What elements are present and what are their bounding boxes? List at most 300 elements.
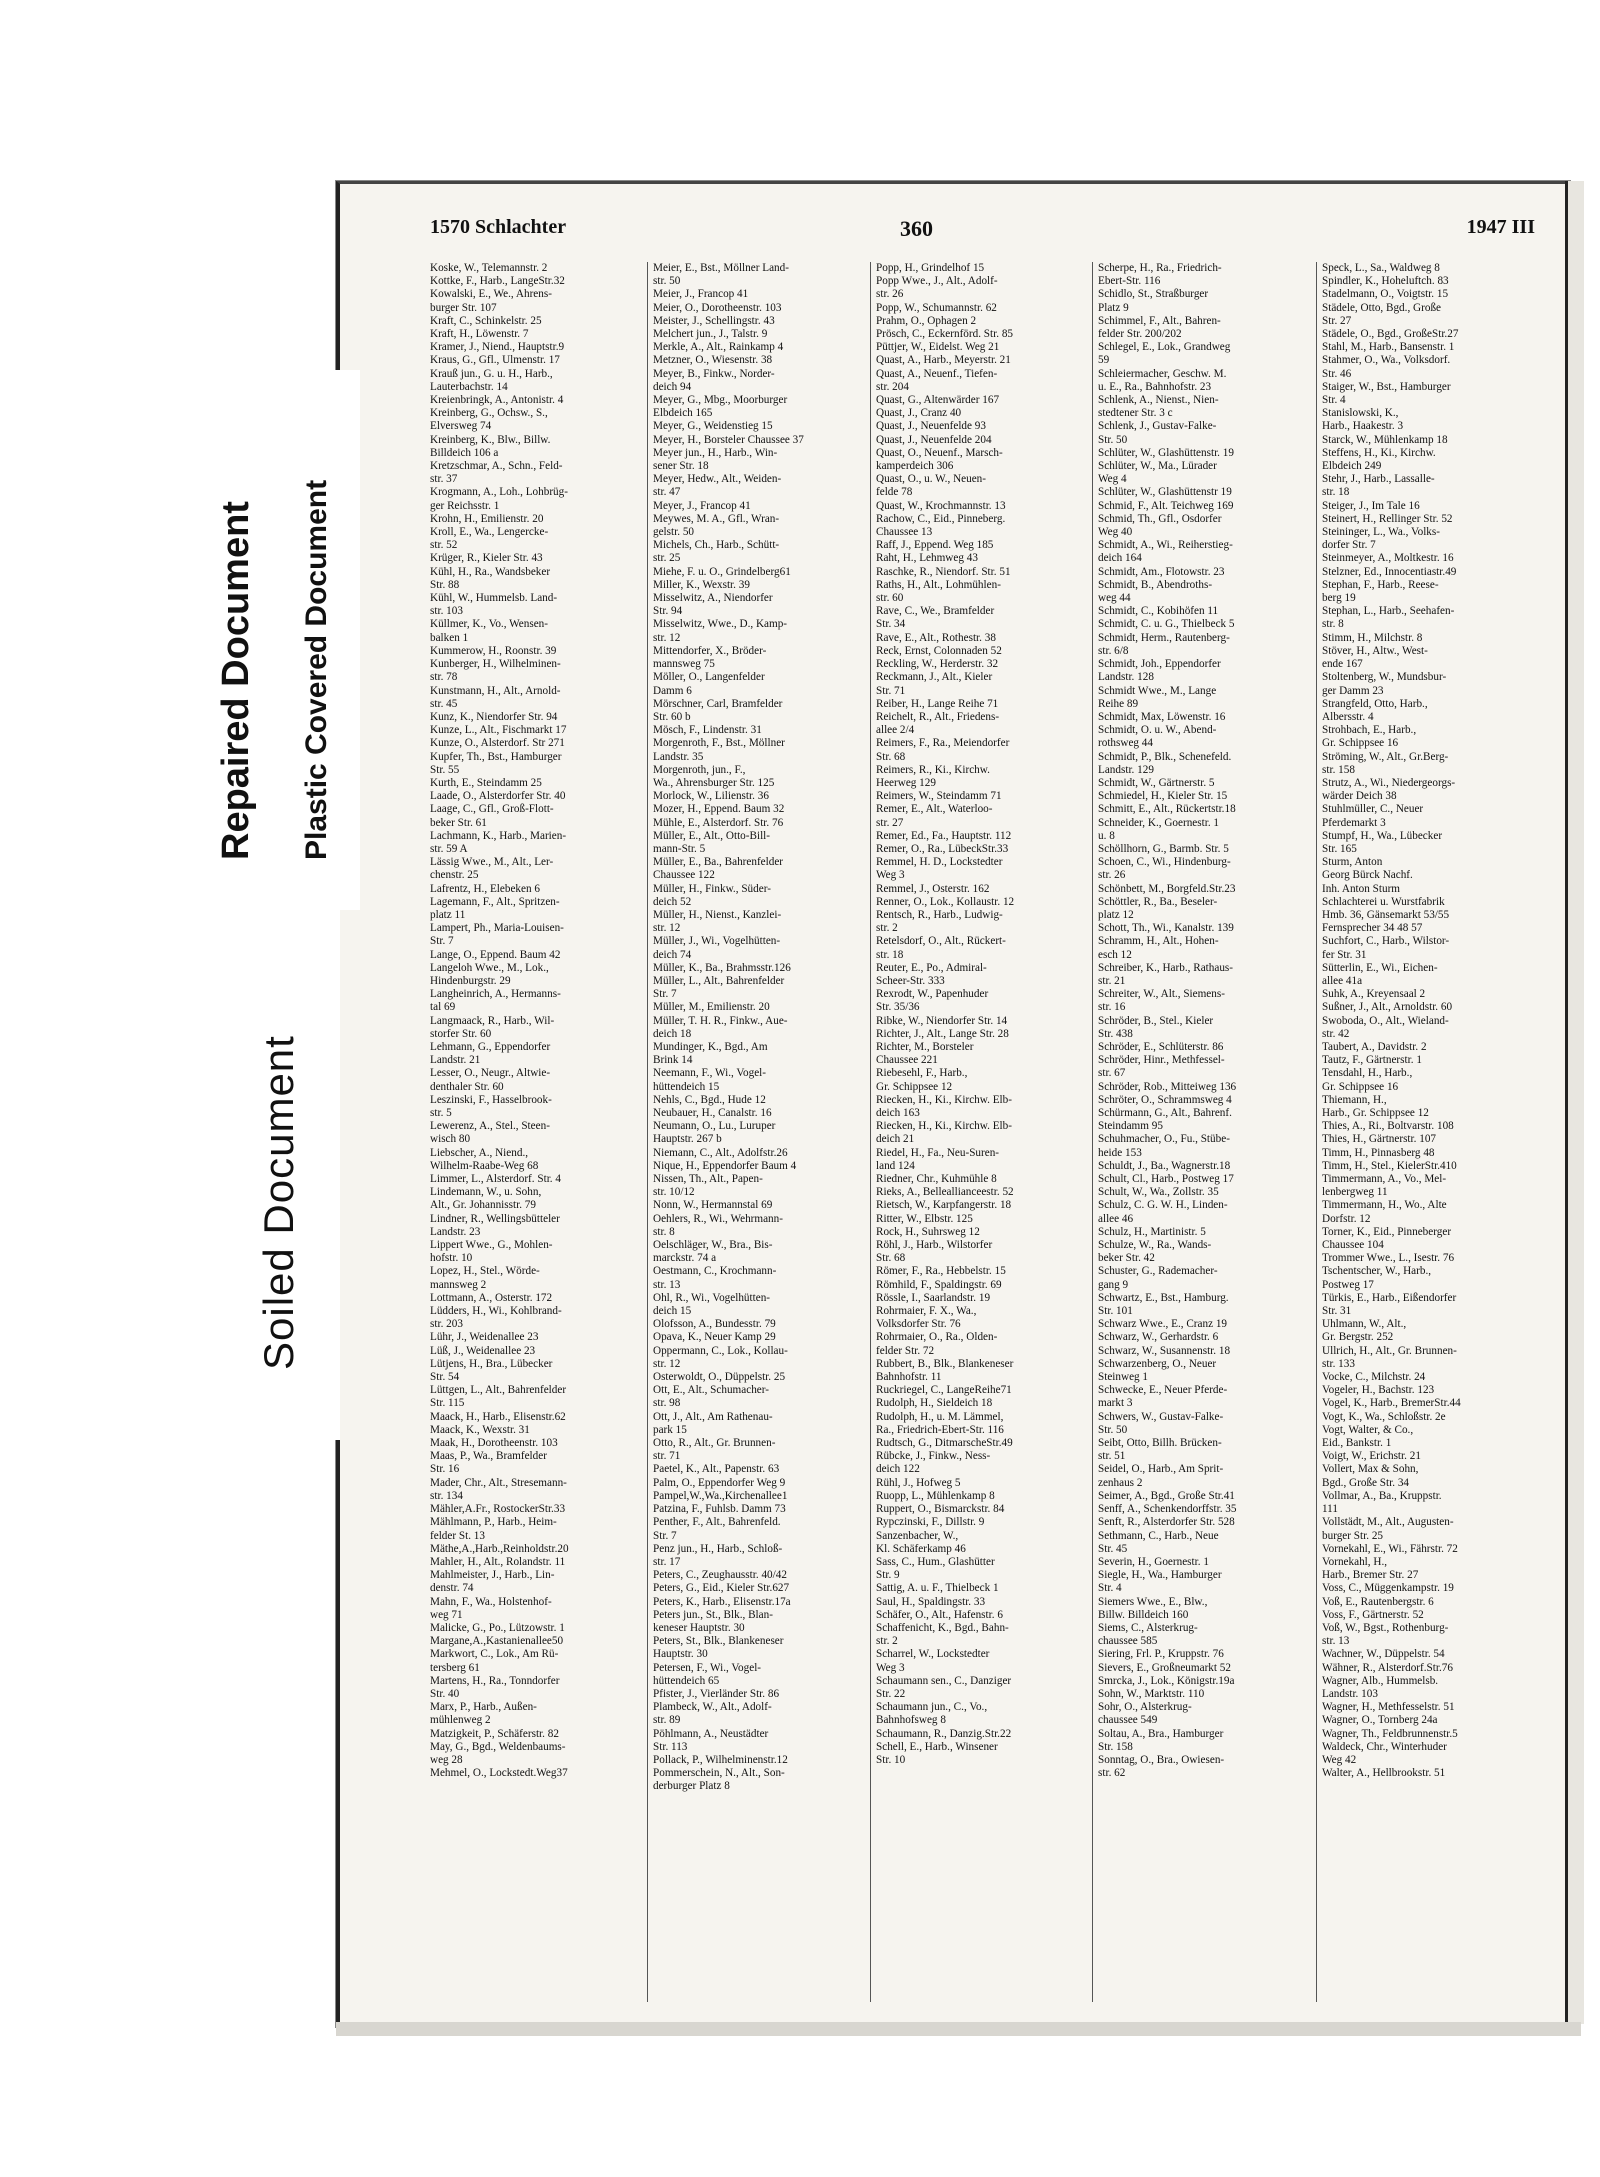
directory-entry-line: Severin, H., Goernestr. 1 [1098, 1555, 1209, 1568]
directory-entry-line: Schmidt, W., Gärtnerstr. 5 [1098, 776, 1215, 789]
directory-entry-line: Ruopp, L., Mühlenkamp 8 [876, 1489, 995, 1502]
directory-entry-line: Schmid, Th., Gfl., Osdorfer [1098, 512, 1222, 525]
directory-entry-line: Thiemann, H., [1322, 1093, 1387, 1106]
directory-entry-line: Städele, Otto, Bgd., Große [1322, 301, 1442, 314]
directory-entry-line: str. 62 [1098, 1767, 1126, 1780]
directory-entry-line: Kühl, H., Ra., Wandsbeker [430, 565, 551, 578]
directory-entry-line: Miehe, F. u. O., Grindelberg61 [653, 565, 791, 578]
directory-entry-line: Peters, K., Harb., Elisenstr.17a [653, 1595, 791, 1608]
directory-entry-line: Landstr. 21 [430, 1054, 481, 1067]
directory-entry-line: Reichelt, R., Alt., Friedens- [876, 710, 1000, 723]
directory-entry-line: Schmidt, B., Abendroths- [1098, 578, 1213, 591]
directory-entry-line: u. E., Ra., Bahnhofstr. 23 [1098, 380, 1212, 393]
directory-entry-line: Str. 101 [1098, 1305, 1133, 1318]
directory-entry-line: Misselwitz, A., Niendorfer [653, 592, 773, 605]
directory-entry-line: Hauptstr. 30 [653, 1648, 708, 1661]
directory-entry-line: Martens, H., Ra., Tonndorfer [430, 1674, 560, 1687]
directory-entry-line: Wähner, R., Alsterdorf.Str.76 [1322, 1661, 1453, 1674]
directory-entry-line: str. 67 [1098, 1067, 1126, 1080]
directory-entry-line: Mahn, F., Wa., Holstenhof- [430, 1595, 552, 1608]
directory-entry-line: felder Str. 72 [876, 1344, 935, 1357]
directory-entry-line: mühlenweg 2 [430, 1714, 491, 1727]
directory-entry-line: Brink 14 [653, 1054, 693, 1067]
directory-entry-line: Voss, F., Gärtnerstr. 52 [1322, 1608, 1424, 1621]
directory-entry-line: Nehls, C., Bgd., Hude 12 [653, 1093, 766, 1106]
directory-entry-line: Meier, J., Francop 41 [653, 288, 749, 301]
directory-entry-line: Spindler, K., Hoheluftch. 83 [1322, 275, 1449, 288]
directory-entry-line: Bahnhofstr. 11 [876, 1371, 942, 1384]
directory-entry-line: Stuhlmüller, C., Neuer [1322, 803, 1424, 816]
directory-entry-line: stedtener Str. 3 c [1098, 407, 1173, 420]
directory-entry-line: Schmidt, O. u. W., Abend- [1098, 724, 1217, 737]
directory-entry-line: str. 158 [1322, 763, 1355, 776]
directory-entry-line: Stephan, F., Harb., Reese- [1322, 578, 1439, 591]
directory-entry-line: Hindenburgstr. 29 [430, 974, 511, 987]
directory-entry-line: u. 8 [1098, 829, 1115, 842]
directory-entry-line: Str. 46 [1322, 367, 1352, 380]
directory-entry-line: balken 1 [430, 631, 469, 644]
directory-entry-line: hofstr. 10 [430, 1252, 473, 1265]
directory-entry-line: Remer, Ed., Fa., Hauptstr. 112 [876, 829, 1012, 842]
directory-entry-line: Hmb. 36, Gänsemarkt 53/55 [1322, 908, 1450, 921]
directory-entry-line: Alt., Gr. Johannisstr. 79 [430, 1199, 536, 1212]
directory-entry-line: Schwarz, W., Susannenstr. 18 [1098, 1344, 1231, 1357]
directory-entry-line: wisch 80 [430, 1133, 471, 1146]
directory-entry-line: Taubert, A., Davidstr. 2 [1322, 1040, 1427, 1053]
column-divider [1092, 262, 1093, 2002]
directory-entry-line: Str. 438 [1098, 1027, 1133, 1040]
directory-entry-line: Siemers Wwe., E., Blw., [1098, 1595, 1208, 1608]
directory-entry-line: deich 94 [653, 380, 692, 393]
directory-entry-line: Mäthe,A.,Harb.,Reinholdstr.20 [430, 1542, 569, 1555]
directory-entry-line: Liebscher, A., Niend., [430, 1146, 529, 1159]
directory-entry-line: str. 16 [1098, 1001, 1126, 1014]
directory-entry-line: Neemann, F., Wi., Vogel- [653, 1067, 767, 1080]
directory-entry-line: Peters, G., Eid., Kieler Str.627 [653, 1582, 790, 1595]
directory-entry-line: Seimer, A., Bgd., Große Str.41 [1098, 1489, 1235, 1502]
directory-entry-line: Lehmann, G., Eppendorfer [430, 1040, 551, 1053]
directory-entry-line: Krohn, H., Emilienstr. 20 [430, 512, 544, 525]
directory-entry-line: Mozer, H., Eppend. Baum 32 [653, 803, 785, 816]
directory-entry-line: Römhild, F., Spaldingstr. 69 [876, 1278, 1002, 1291]
column-divider [1316, 262, 1317, 2002]
directory-entry-line: Leszinski, F., Hasselbrook- [430, 1093, 552, 1106]
directory-entry-line: Mähler,A.Fr., RostockerStr.33 [430, 1503, 566, 1516]
directory-entry-line: Rudolph, H., u. M. Lämmel, [876, 1410, 1004, 1423]
directory-entry-line: Kraus, G., Gfl., Ulmenstr. 17 [430, 354, 560, 367]
directory-entry-line: Strutz, A., Wi., Niedergeorgs- [1322, 776, 1456, 789]
directory-entry-line: Lewerenz, A., Stel., Steen- [430, 1120, 550, 1133]
directory-entry-line: Scherpe, H., Ra., Friedrich- [1098, 262, 1222, 274]
directory-entry-line: Schröder, E., Schlüterstr. 86 [1098, 1040, 1224, 1053]
directory-entry-line: Wagner, Th., Feldbrunnenstr.5 [1322, 1727, 1458, 1740]
directory-entry-line: Kreinberg, K., Blw., Billw. [430, 433, 551, 446]
directory-entry-line: Vogel, K., Harb., BremerStr.44 [1322, 1397, 1461, 1410]
directory-entry-line: hüttendeich 65 [653, 1674, 720, 1687]
directory-entry-line: Rock, H., Suhrsweg 12 [876, 1225, 980, 1238]
directory-entry-line: Schlenk, A., Nienst., Nien- [1098, 394, 1219, 407]
directory-entry-line: Str. 7 [653, 988, 677, 1001]
directory-entry-line: str. 2 [876, 1635, 898, 1648]
directory-entry-line: Reckmann, J., Alt., Kieler [876, 671, 993, 684]
directory-entry-line: Kunstmann, H., Alt., Arnold- [430, 684, 561, 697]
directory-entry-line: Schuhmacher, O., Fu., Stübe- [1098, 1133, 1230, 1146]
directory-entry-line: Str. 50 [1098, 1423, 1128, 1436]
directory-entry-line: Lesser, O., Neugr., Altwie- [430, 1067, 551, 1080]
directory-entry-line: Lindemann, W., u. Sohn, [430, 1186, 542, 1199]
plastic-covered-label: Plastic Covered Document [300, 479, 333, 860]
directory-entry-line: Mörschner, Carl, Bramfelder [653, 697, 783, 710]
directory-entry-line: Rohrmaier, O., Ra., Olden- [876, 1331, 998, 1344]
directory-entry-line: Kummerow, H., Roonstr. 39 [430, 644, 557, 657]
directory-entry-line: Siems, C., Alsterkrug- [1098, 1621, 1198, 1634]
directory-entry-line: Mittendorfer, X., Bröder- [653, 644, 767, 657]
directory-entry-line: Schlegel, E., Lok., Grandweg [1098, 341, 1231, 354]
directory-entry-line: Schröter, O., Schrammsweg 4 [1098, 1093, 1232, 1106]
directory-entry-line: Hauptstr. 267 b [653, 1133, 722, 1146]
directory-entry-line: Müller, M., Emilienstr. 20 [653, 1001, 770, 1014]
directory-entry-line: Kunze, L., Alt., Fischmarkt 17 [430, 724, 567, 737]
directory-entry-line: Riecken, H., Ki., Kirchw. Elb- [876, 1120, 1012, 1133]
directory-entry-line: esch 12 [1098, 948, 1132, 961]
directory-entry-line: Mühle, E., Alsterdorf. Str. 76 [653, 816, 784, 829]
directory-entry-line: Schaffenicht, K., Bgd., Bahn- [876, 1621, 1009, 1634]
directory-entry-line: Ott, J., Alt., Am Rathenau- [653, 1410, 773, 1423]
directory-entry-line: deich 18 [653, 1027, 692, 1040]
directory-entry-line: Schell, E., Harb., Winsener [876, 1740, 998, 1753]
directory-entry-line: Matzigkeit, P., Schäferstr. 82 [430, 1727, 559, 1740]
directory-entry-line: Langheinrich, A., Hermanns- [430, 988, 561, 1001]
directory-entry-line: Laade, O., Alsterdorfer Str. 40 [430, 790, 566, 803]
directory-entry-line: Str. 94 [653, 605, 683, 618]
directory-entry-line: Petersen, F., Wi., Vogel- [653, 1661, 762, 1674]
directory-entry-line: park 15 [653, 1423, 687, 1436]
directory-entry-line: gelstr. 50 [653, 526, 695, 539]
directory-entry-line: Meyer, J., Francop 41 [653, 499, 751, 512]
directory-entry-line: Rentsch, R., Harb., Ludwig- [876, 908, 1003, 921]
directory-entry-line: Quast, J., Neuenfelde 204 [876, 433, 992, 446]
directory-entry-line: Rubbert, B., Blk., Blankeneser [876, 1357, 1014, 1370]
directory-entry-line: Ott, E., Alt., Schumacher- [653, 1384, 769, 1397]
directory-entry-line: Landstr. 129 [1098, 763, 1154, 776]
directory-entry-line: Voss, C., Müggenkampstr. 19 [1322, 1582, 1454, 1595]
directory-entry-line: Quast, J., Cranz 40 [876, 407, 962, 420]
directory-entry-line: Stehr, J., Harb., Lassalle- [1322, 473, 1435, 486]
directory-entry-line: Gr. Schippsee 16 [1322, 737, 1399, 750]
directory-entry-line: Osterwoldt, O., Düppelstr. 25 [653, 1371, 786, 1384]
directory-entry-line: deich 163 [876, 1107, 920, 1119]
directory-entry-line: Reckling, W., Herderstr. 32 [876, 658, 999, 671]
directory-entry-line: str. 2 [876, 922, 898, 935]
directory-entry-line: Krauß jun., G. u. H., Harb., [430, 367, 553, 380]
directory-entry-line: hüttendeich 15 [653, 1080, 720, 1093]
directory-entry-line: Str. 34 [876, 618, 906, 631]
directory-entry-line: Starck, W., Mühlenkamp 18 [1322, 433, 1448, 446]
directory-entry-line: Quast, G., Altenwärder 167 [876, 394, 1000, 407]
directory-entry-line: Smrcka, J., Lok., Königstr.19a [1098, 1674, 1235, 1687]
directory-entry-line: Str. 158 [1098, 1740, 1133, 1753]
directory-entry-line: Str. 50 [1098, 433, 1128, 446]
directory-entry-line: Müller, J., Wi., Vogelhütten- [653, 935, 781, 948]
directory-entry-line: Ohl, R., Wi., Vogelhütten- [653, 1291, 771, 1304]
directory-entry-line: kamperdeich 306 [876, 460, 954, 473]
directory-entry-line: Römer, F., Ra., Hebbelstr. 15 [876, 1265, 1006, 1278]
directory-entry-line: Tensdahl, H., Harb., [1322, 1067, 1413, 1080]
directory-entry-line: Steininger, L., Wa., Volks- [1322, 526, 1440, 539]
directory-entry-line: tal 69 [430, 1001, 456, 1014]
header-left: 1570 Schlachter [430, 216, 567, 238]
directory-entry-line: Weg 4 [1098, 473, 1127, 486]
directory-entry-line: Str. 54 [430, 1371, 460, 1384]
directory-entry-line: Retelsdorf, O., Alt., Rückert- [876, 935, 1006, 948]
directory-entry-line: Soltau, A., Bra., Hamburger [1098, 1727, 1224, 1740]
directory-entry-line: Koske, W., Telemannstr. 2 [430, 262, 548, 274]
directory-entry-line: Suchfort, C., Harb., Wilstor- [1322, 935, 1450, 948]
directory-entry-line: land 124 [876, 1159, 915, 1172]
directory-entry-line: Timmermann, H., Wo., Alte [1322, 1199, 1447, 1212]
directory-entry-line: Stadelmann, O., Voigtstr. 15 [1322, 288, 1449, 301]
directory-entry-line: Chaussee 104 [1322, 1239, 1384, 1252]
directory-entry-line: str. 13 [1322, 1635, 1350, 1648]
directory-entry-line: Müller, K., Ba., Brahmsstr.126 [653, 961, 791, 974]
directory-entry-line: Schönbett, M., Borgfeld.Str.23 [1098, 882, 1236, 895]
directory-entry-line: Lottmann, A., Osterstr. 172 [430, 1291, 553, 1304]
directory-entry-line: dorfer Str. 7 [1322, 539, 1376, 552]
directory-entry-line: str. 50 [653, 275, 681, 288]
directory-entry-line: Opava, K., Neuer Kamp 29 [653, 1331, 776, 1344]
directory-entry-line: Damm 6 [653, 684, 692, 697]
directory-entry-line: Platz 9 [1098, 301, 1129, 314]
listing-column-2 [653, 262, 868, 1794]
directory-entry-line: Mahlmeister, J., Harb., Lin- [430, 1569, 555, 1582]
directory-entry-line: 59 [1098, 354, 1110, 367]
directory-entry-line: deich 122 [876, 1463, 920, 1476]
directory-entry-line: Quast, A., Neuenf., Tiefen- [876, 367, 998, 380]
directory-entry-line: Rexrodt, W., Papenhuder [876, 988, 989, 1001]
directory-entry-line: Raht, H., Lehmweg 43 [876, 552, 978, 565]
directory-entry-line: Riedner, Chr., Kuhmühle 8 [876, 1173, 997, 1186]
directory-entry-line: Rieks, A., Belleallianceestr. 52 [876, 1186, 1014, 1199]
directory-entry-line: Fernsprecher 34 48 57 [1322, 922, 1423, 935]
directory-entry-line: Quast, O., Neuenf., Marsch- [876, 446, 1003, 459]
directory-entry-line: Schlenk, J., Gustav-Falke- [1098, 420, 1217, 433]
directory-entry-line: Krogmann, A., Loh., Lohbrüg- [430, 486, 568, 499]
directory-entry-line: Mahler, H., Alt., Rolandstr. 11 [430, 1555, 566, 1568]
directory-entry-line: 111 [1322, 1503, 1338, 1516]
directory-entry-line: Strangfeld, Otto, Harb., [1322, 697, 1428, 710]
directory-entry-line: Schleiermacher, Geschw. M. [1098, 367, 1227, 380]
directory-entry-line: Krüger, R., Kieler Str. 43 [430, 552, 543, 565]
directory-entry-line: Remer, O., Ra., LübeckStr.33 [876, 842, 1009, 855]
directory-entry-line: Lauterbachstr. 14 [430, 380, 508, 393]
directory-entry-line: Kowalski, E., We., Ahrens- [430, 288, 552, 301]
directory-entry-line: Kurth, E., Steindamm 25 [430, 776, 542, 789]
directory-entry-line: Gr. Schippsee 16 [1322, 1080, 1399, 1093]
directory-entry-line: str. 12 [653, 922, 681, 935]
directory-entry-line: Schulz, H., Martinistr. 5 [1098, 1225, 1206, 1238]
directory-entry-line: str. 203 [430, 1318, 463, 1331]
directory-entry-line: Pferdemarkt 3 [1322, 816, 1386, 829]
directory-entry-line: Kunze, O., Alsterdorf. Str 271 [430, 737, 565, 750]
directory-entry-line: Senft, R., Alsterdorfer Str. 528 [1098, 1516, 1235, 1529]
directory-entry-line: Str. 115 [430, 1397, 465, 1410]
directory-entry-line: Müller, T. H. R., Finkw., Aue- [653, 1014, 788, 1027]
directory-entry-line: Pöhlmann, A., Neustädter [653, 1727, 769, 1740]
directory-entry-line: str. 21 [1098, 974, 1126, 987]
directory-entry-line: Schürmann, G., Alt., Bahrenf. [1098, 1107, 1232, 1119]
directory-entry-line: Timm, H., Stel., KielerStr.410 [1322, 1159, 1457, 1172]
directory-entry-line: denstr. 74 [430, 1582, 474, 1595]
directory-entry-line: str. 47 [653, 486, 681, 499]
directory-entry-line: Lütjens, H., Bra., Lübecker [430, 1357, 553, 1370]
directory-entry-line: Mehmel, O., Lockstedt.Weg37 [430, 1767, 568, 1780]
directory-entry-line: Schramm, H., Alt., Hohen- [1098, 935, 1219, 948]
directory-entry-line: Stelzner, Ed., Innocentiastr.49 [1322, 565, 1457, 578]
directory-entry-line: Harb., Bremer Str. 27 [1322, 1569, 1419, 1582]
directory-entry-line: Str. 22 [876, 1687, 906, 1700]
directory-entry-line: Stanislowski, K., [1322, 407, 1399, 420]
directory-entry-line: Lafrentz, H., Elebeken 6 [430, 882, 540, 895]
directory-entry-line: Metzner, O., Wiesenstr. 38 [653, 354, 773, 367]
directory-entry-line: Müller, H., Nienst., Kanzlei- [653, 908, 782, 921]
directory-entry-line: Schwarz, W., Gerhardstr. 6 [1098, 1331, 1219, 1344]
directory-entry-line: deich 52 [653, 895, 692, 908]
directory-entry-line: Schwartz, E., Bst., Hamburg. [1098, 1291, 1229, 1304]
directory-entry-line: Neubauer, H., Canalstr. 16 [653, 1107, 772, 1119]
directory-entry-line: Weg 3 [876, 869, 905, 882]
directory-entry-line: str. 71 [653, 1450, 681, 1463]
directory-entry-line: ger Damm 23 [1322, 684, 1384, 697]
directory-entry-line: Schmitt, E., Alt., Rückertstr.18 [1098, 803, 1236, 816]
directory-entry-line: Rudolph, H., Sieldeich 18 [876, 1397, 993, 1410]
listing-column-4 [1098, 262, 1313, 1780]
directory-entry-line: Lühr, J., Weidenallee 23 [430, 1331, 539, 1344]
header-right: 1947 III [1466, 216, 1535, 238]
directory-entry-line: Kühl, W., Hummelsb. Land- [430, 592, 558, 605]
directory-entry-line: Städele, O., Bgd., GroßeStr.27 [1322, 328, 1459, 341]
directory-entry-line: Schmidt, A., Wi., Reiherstieg- [1098, 539, 1233, 552]
directory-entry-line: platz 11 [430, 908, 466, 921]
directory-entry-line: Schäfer, O., Alt., Hafenstr. 6 [876, 1608, 1003, 1621]
directory-entry-line: Ullrich, H., Alt., Gr. Brunnen- [1322, 1344, 1457, 1357]
directory-entry-line: str. 51 [1098, 1450, 1126, 1463]
directory-entry-line: Lampert, Ph., Maria-Louisen- [430, 922, 564, 935]
directory-entry-line: Ra., Friedrich-Ebert-Str. 116 [876, 1423, 1004, 1436]
directory-entry-line: str. 27 [876, 816, 904, 829]
directory-entry-line: Wagner, O., Tornberg 24a [1322, 1714, 1438, 1727]
directory-entry-line: Lagemann, F., Alt., Spritzen- [430, 895, 560, 908]
directory-entry-line: Schröder, Hinr., Methfessel- [1098, 1054, 1225, 1067]
directory-entry-line: Tautz, F., Gärtnerstr. 1 [1322, 1054, 1422, 1067]
directory-entry-line: Püttjer, W., Eidelst. Weg 21 [876, 341, 1000, 354]
directory-entry-line: Chaussee 221 [876, 1054, 938, 1067]
directory-entry-line: Senff, A., Schenkendorffstr. 35 [1098, 1503, 1237, 1516]
directory-entry-line: str. 103 [430, 605, 463, 618]
directory-entry-line: Walter, A., Hellbrookstr. 51 [1322, 1767, 1446, 1780]
directory-entry-line: str. 78 [430, 671, 458, 684]
directory-entry-line: Ströming, W., Alt., Gr.Berg- [1322, 750, 1449, 763]
directory-entry-line: Swoboda, O., Alt., Wieland- [1322, 1014, 1449, 1027]
directory-entry-line: Schlüter, W., Glashüttenstr. 19 [1098, 446, 1234, 459]
directory-entry-line: Reck, Ernst, Colonnaden 52 [876, 644, 1002, 657]
directory-entry-line: Raths, H., Alt., Lohmühlen- [876, 578, 1001, 591]
directory-entry-line: Müller, E., Alt., Otto-Bill- [653, 829, 771, 842]
directory-entry-line: Vogt, K., Wa., Schloßstr. 2e [1322, 1410, 1446, 1423]
directory-entry-line: Vornekahl, H., [1322, 1555, 1388, 1568]
directory-entry-line: Sohr, O., Alsterkrug- [1098, 1701, 1192, 1714]
directory-entry-line: marckstr. 74 a [653, 1252, 717, 1265]
directory-entry-line: Morgenroth, F., Bst., Möllner [653, 737, 785, 750]
directory-entry-line: Postweg 17 [1322, 1278, 1374, 1291]
directory-entry-line: Meister, J., Schellingstr. 43 [653, 314, 775, 327]
directory-entry-line: Lüdders, H., Wi., Kohlbrand- [430, 1305, 562, 1318]
directory-entry-line: felder St. 13 [430, 1529, 485, 1542]
directory-entry-line: Eid., Bankstr. 1 [1322, 1437, 1392, 1450]
directory-entry-line: Stimm, H., Milchstr. 8 [1322, 631, 1423, 644]
directory-entry-line: Reihe 89 [1098, 697, 1139, 710]
directory-entry-line: felder Str. 200/202 [1098, 328, 1182, 341]
directory-entry-line: weg 71 [430, 1608, 463, 1621]
directory-entry-line: Timm, H., Pinnasberg 48 [1322, 1146, 1435, 1159]
directory-entry-line: Schröder, B., Stel., Kieler [1098, 1014, 1214, 1027]
directory-entry-line: Müller, L., Alt., Bahrenfelder [653, 974, 785, 987]
directory-entry-line: str. 8 [1322, 618, 1344, 631]
directory-entry-line: Pommerschein, N., Alt., Son- [653, 1767, 785, 1780]
directory-entry-line: Riedel, H., Fa., Neu-Suren- [876, 1146, 1000, 1159]
directory-entry-line: Landstr. 23 [430, 1225, 481, 1238]
directory-entry-line: Schimmel, F., Alt., Bahren- [1098, 314, 1221, 327]
directory-entry-line: Sütterlin, E., Wi., Eichen- [1322, 961, 1438, 974]
directory-entry-line: Lüttgen, L., Alt., Bahrenfelder [430, 1384, 567, 1397]
directory-entry-line: denthaler Str. 60 [430, 1080, 504, 1093]
directory-entry-line: Schröder, Rob., Mitteiweg 136 [1098, 1080, 1237, 1093]
directory-entry-line: str. 42 [1322, 1027, 1350, 1040]
directory-entry-line: Lange, O., Eppend. Baum 42 [430, 948, 561, 961]
directory-entry-line: mannsweg 75 [653, 658, 715, 671]
directory-entry-line: Schulze, W., Ra., Wands- [1098, 1239, 1212, 1252]
directory-entry-line: Rössle, I., Saarlandstr. 19 [876, 1291, 991, 1304]
directory-entry-line: Quast, O., u. W., Neuen- [876, 473, 986, 486]
directory-entry-line: Nique, H., Eppendorfer Baum 4 [653, 1159, 797, 1172]
listing-column-3 [876, 262, 1091, 1767]
directory-entry-line: Langmaack, R., Harb., Wil- [430, 1014, 555, 1027]
directory-entry-line: Pfister, J., Vierländer Str. 86 [653, 1687, 780, 1700]
directory-entry-line: str. 26 [876, 288, 904, 301]
soiled-document-label: Soiled Document [255, 1035, 302, 1370]
directory-entry-line: weg 28 [430, 1753, 463, 1766]
directory-entry-line: Ribke, W., Niendorfer Str. 14 [876, 1014, 1008, 1027]
directory-entry-line: str. 8 [653, 1225, 675, 1238]
directory-entry-line: str. 18 [876, 948, 904, 961]
directory-entry-line: Uhlmann, W., Alt., [1322, 1318, 1407, 1331]
directory-entry-line: Str. 16 [430, 1463, 460, 1476]
directory-entry-line: Penz jun., H., Harb., Schloß- [653, 1542, 783, 1555]
directory-entry-line: platz 12 [1098, 908, 1134, 921]
directory-entry-line: Kottke, F., Harb., LangeStr.32 [430, 275, 565, 288]
directory-entry-line: Mösch, F., Lindenstr. 31 [653, 724, 762, 737]
directory-entry-line: Schidlo, St., Straßburger [1098, 288, 1209, 301]
directory-entry-line: Vogt, Walter, & Co., [1322, 1423, 1414, 1436]
directory-entry-line: str. 60 [876, 592, 904, 605]
directory-entry-line: Rave, C., We., Bramfelder [876, 605, 995, 618]
directory-entry-line: Sturm, Anton [1322, 856, 1383, 869]
directory-entry-line: fer Str. 31 [1322, 948, 1367, 961]
directory-entry-line: Nissen, Th., Alt., Papen- [653, 1173, 763, 1186]
directory-entry-line: Mählmann, P., Harb., Heim- [430, 1516, 557, 1529]
directory-entry-line: Str. 35/36 [876, 1001, 920, 1014]
directory-entry-line: Peters, C., Zeughausstr. 40/42 [653, 1569, 787, 1582]
directory-entry-line: Siegle, H., Wa., Hamburger [1098, 1569, 1222, 1582]
